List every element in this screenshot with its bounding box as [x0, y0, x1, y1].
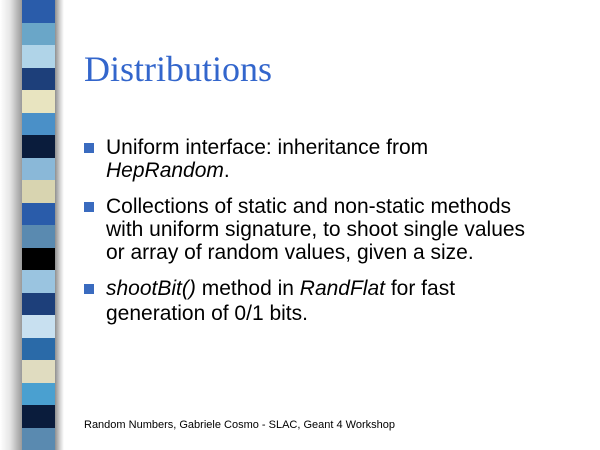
stripe-segment — [22, 203, 55, 226]
stripe-shadow — [0, 0, 22, 450]
bullet-text: Collections of static and non-static methods — [106, 195, 512, 218]
color-stripe — [22, 0, 55, 450]
bullet-text: generation of 0/1 bits. — [106, 302, 308, 325]
stripe-segment — [22, 0, 55, 23]
stripe-segment — [22, 383, 55, 406]
stripe-segment — [22, 270, 55, 293]
bullet-item — [84, 277, 589, 325]
class-name: RandFlat — [299, 277, 385, 300]
stripe-segment — [22, 180, 55, 203]
bullet-item — [84, 195, 589, 264]
class-name: HepRandom — [106, 159, 224, 182]
stripe-edge — [55, 0, 64, 450]
stripe-segment — [22, 405, 55, 428]
stripe-segment — [22, 68, 55, 91]
stripe-segment — [22, 225, 55, 248]
bullet-list — [84, 136, 589, 325]
stripe-segment — [22, 360, 55, 383]
stripe-segment — [22, 293, 55, 316]
bullet-text: with uniform signature, to shoot single values — [106, 218, 526, 241]
square-bullet-icon — [84, 284, 94, 294]
decorative-stripe-bar — [0, 0, 64, 450]
method-name: shootBit() — [106, 277, 196, 300]
stripe-segment — [22, 428, 55, 450]
stripe-segment — [22, 23, 55, 46]
bullet-text: . — [223, 159, 230, 182]
stripe-segment — [22, 113, 55, 136]
stripe-segment — [22, 45, 55, 68]
stripe-segment — [22, 338, 55, 361]
stripe-segment — [22, 135, 55, 158]
slide-title: Distributions — [84, 49, 273, 89]
stripe-segment — [22, 158, 55, 181]
bullet-item — [84, 136, 589, 182]
square-bullet-icon — [84, 143, 94, 153]
bullet-text: Uniform interface: inheritance from — [106, 136, 429, 159]
bullet-text: for fast — [385, 277, 456, 300]
bullet-text: or array of random values, given a size. — [106, 241, 474, 264]
square-bullet-icon — [84, 202, 94, 212]
stripe-segment — [22, 315, 55, 338]
stripe-segment — [22, 90, 55, 113]
stripe-segment — [22, 248, 55, 271]
bullet-text: method in — [195, 277, 300, 300]
slide-footer: Random Numbers, Gabriele Cosmo - SLAC, Geant 4 Workshop — [84, 419, 395, 431]
